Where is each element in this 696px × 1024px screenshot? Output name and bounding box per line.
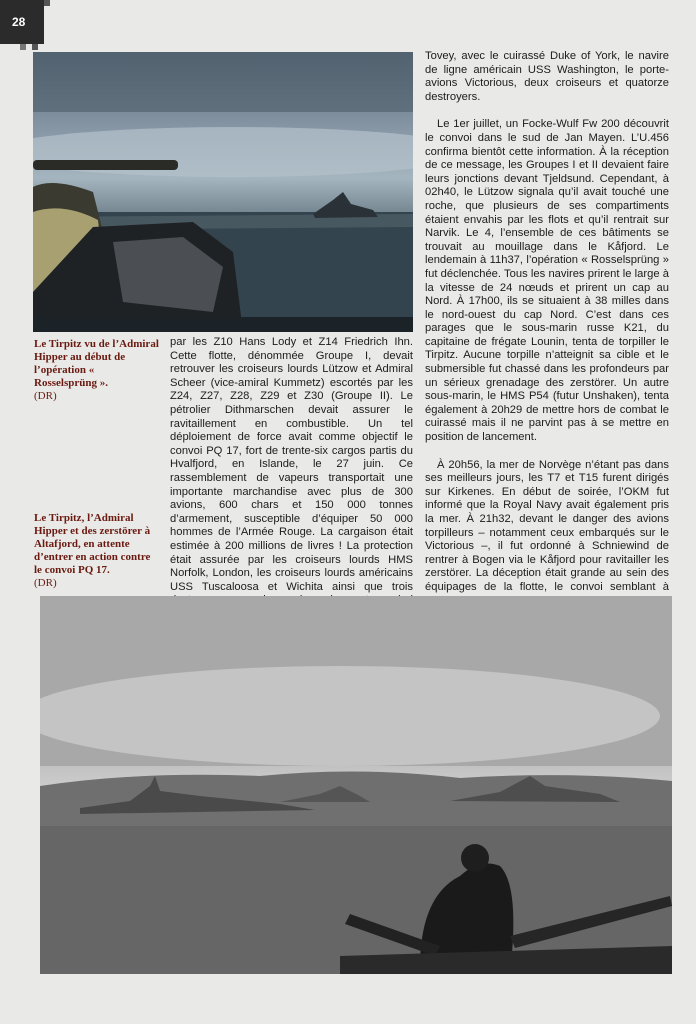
corner-square [44, 0, 50, 6]
photo-tirpitz-illustration [33, 52, 413, 332]
article-paragraph: Tovey, avec le cuirassé Duke of York, le navire de ligne américain USS Washington, le porte-avions Victorious, deux croiseurs et quatorze destroyers. [425, 50, 669, 103]
article-column-right [425, 50, 669, 676]
caption-photo-1 [34, 338, 159, 403]
corner-square [20, 44, 26, 50]
photo-tirpitz-at-sea [33, 52, 413, 332]
corner-square [32, 44, 38, 50]
caption-photo-2 [34, 512, 159, 590]
article-paragraph: par les Z10 Hans Lody et Z14 Friedrich Ihn. Cette flotte, dénommée Groupe I, devait retrouver les croiseurs lourds Lützow et Admiral Scheer (vice-amiral Kummetz) escortés par les Z24, Z27, Z28, Z29 et Z30 (Groupe II). Le pétrolier Dithmarschen devait assurer le ravitaillement en combustible. Un tel déploiement de force avait comme objectif le convoi PQ 17, fort de trente-six cargos partis du Hvalfjord, en Islande, le 27 juin. Ce rassemblement de vapeurs transportait une importante marchandise avec plus de 300 avions, 600 chars et 150 000 tonnes d’armement, susceptible d’équiper 50 000 hommes de l’Armée Rouge. La cargaison était estimée à 200 millions de livres ! La protection était assurée par les croiseurs lourds HMS Norfolk, London, les croiseurs lourds américains USS Tuscaloosa et Wichita ainsi que trois [170, 336, 413, 593]
photo-altafjord-fleet [40, 596, 672, 974]
caption-text: Le Tirpitz, l’Admiral Hipper et des zerstörer à Altafjord, en attente d’entrer en action contre le convoi PQ 17. [34, 512, 151, 576]
article-paragraph: Le 1er juillet, un Focke-Wulf Fw 200 découvrit le convoi dans le sud de Jan Mayen. L’U.456 confirma bientôt cette information. À la réception de ce message, les Groupes I et II devaient faire leurs jonctions devant Tjeldsund. Cependant, à 02h40, le Lützow signala qu’il avait touché une roche, que plusieurs de ses compartiments étaient envahis par les flots et qu’il rentrait sur Narvik. Le 4, l’ensemble de ces bâtiments se trouvait au mouillage dans le Kåfjord. Le lendemain à 11h37, l’opération « Rosselsprüng » fut déclenchée. Tous les navires prirent le large à la vitesse de 24 nœuds et prirent un cap au Nord. À 17h00, ils se situaient à 38 milles dans le nord-ouest du cap Nord. C’est dans ces parages que le sous-marin russe K21, du capitaine de frégate Lounin, tenta de torpiller le Tirpitz. Aucune torpille n’atteignit sa cible et le submersible fut chassé dans les profondeurs par un sérieux grenadage des zerstörer. Un autre sous-marin, le HMS P54 (futur Unshaken), tenta également à 20h29 de mettre hors de combat le cuirassé mais il ne parvint pas à se mettre en position de lancement. [425, 118, 669, 444]
page-number: 28 [12, 15, 26, 29]
caption-text: Le Tirpitz vu de l’Admiral Hipper au début de l’opération « Rosselsprüng ». [34, 338, 159, 389]
photo-altafjord-illustration [40, 596, 672, 974]
page-number-block [0, 0, 44, 44]
article-paragraph: À 20h56, la mer de Norvège n’étant pas dans ses meilleurs jours, les T7 et T15 furent dirigés sur Kirkenes. En début de soirée, l’OKM fut informé que la Royal Navy avait également pris la mer. À 21h32, devant le danger des avions torpilleurs – notamment ceux embarqués sur le Victorious –, il fut ordonné à Schniewind de rentrer à Bogen via le Kåfjord pour ravitailler les zerstörer. La déception était grande au sein des équipages de la flotte, le convoi semblant à [425, 458, 669, 593]
article-column-middle [170, 336, 413, 635]
caption-credit: (DR) [34, 577, 57, 589]
caption-credit: (DR) [34, 390, 57, 402]
